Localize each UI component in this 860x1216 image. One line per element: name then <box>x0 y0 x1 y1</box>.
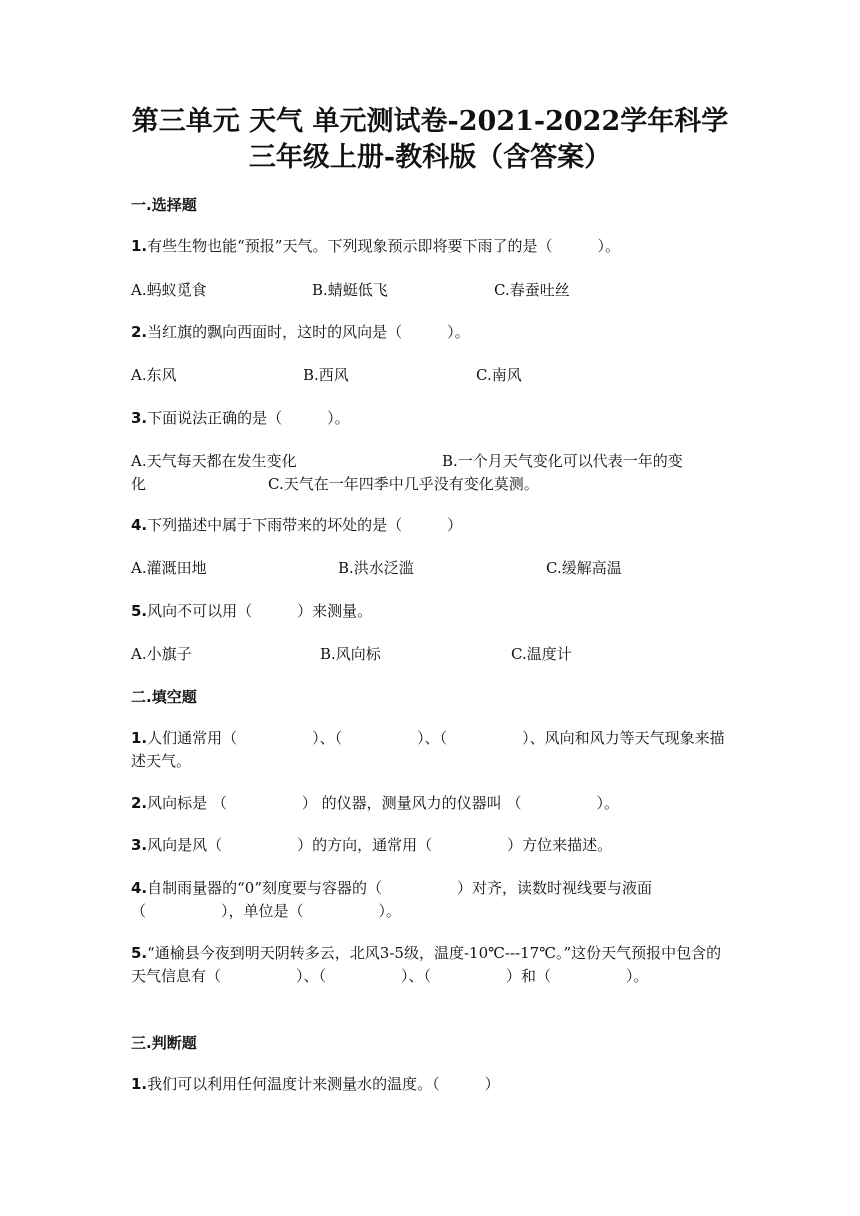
option-b: B.风向标 <box>320 645 381 663</box>
question-number: 4. <box>131 879 148 897</box>
question-number: 1. <box>131 1075 148 1093</box>
option-a: A.小旗子 <box>131 645 192 663</box>
question-number: 4. <box>131 516 148 534</box>
question-text: 风向是风（ ）的方向，通常用（ ）方位来描述。 <box>147 836 613 854</box>
question-text: 风向不可以用（ ）来测量。 <box>147 602 373 620</box>
question-text: 我们可以利用任何温度计来测量水的温度。（ ） <box>147 1075 500 1093</box>
question-text: 下列描述中属于下雨带来的坏处的是（ ） <box>147 516 463 534</box>
question-fill-3 <box>131 834 731 857</box>
question-number: 1. <box>131 729 148 747</box>
question-text: 当红旗的飘向西面时，这时的风向是（ ）。 <box>147 323 470 341</box>
option-c: C.天气在一年四季中几乎没有变化莫测。 <box>268 475 539 493</box>
question-judge-1 <box>131 1073 731 1096</box>
question-fill-4 <box>131 877 731 923</box>
question-text: 有些生物也能“预报”天气。下列现象预示即将要下雨了的是（ ）。 <box>147 237 620 255</box>
question-number: 5. <box>131 944 148 962</box>
option-b: B.洪水泛滥 <box>338 559 414 577</box>
question-number: 1. <box>131 237 148 255</box>
question-choice-3 <box>131 407 731 430</box>
question-number: 2. <box>131 794 148 812</box>
question-text: 下面说法正确的是（ ）。 <box>147 409 350 427</box>
option-a: A.东风 <box>131 366 177 384</box>
option-c: C.温度计 <box>511 645 572 663</box>
option-b: B.一个月天气变化可以代表一年的变 <box>442 452 683 470</box>
section-heading-choice: 一.选择题 <box>131 196 197 214</box>
question-text: 风向标是 （ ） 的仪器，测量风力的仪器叫 （ ）。 <box>147 794 619 812</box>
question-choice-5 <box>131 600 731 623</box>
question-number: 3. <box>131 409 148 427</box>
option-c: C.春蚕吐丝 <box>494 281 570 299</box>
question-number: 3. <box>131 836 148 854</box>
option-b: B.西风 <box>303 366 349 384</box>
option-c: C.缓解高温 <box>546 559 622 577</box>
question-number: 5. <box>131 602 148 620</box>
question-number: 2. <box>131 323 148 341</box>
question-text: 自制雨量器的“0”刻度要与容器的（ ）对齐，读数时视线要与液面（ ），单位是（ ）。 <box>131 879 653 920</box>
option-b-continued: 化 <box>131 475 147 493</box>
question-text: “通榆县今夜到明天阴转多云，北风3-5级，温度-10℃---17℃。”这份天气预报中包含的天气信息有（ ）、（ ）、（ ）和（ ）。 <box>131 944 722 985</box>
option-a: A.蚂蚁觅食 <box>131 281 207 299</box>
section-heading-judge: 三.判断题 <box>131 1034 197 1052</box>
question-text: 人们通常用（ ）、（ ）、（ ）、风向和风力等天气现象来描述天气。 <box>131 729 725 770</box>
question-fill-1 <box>131 727 731 773</box>
section-heading-fill: 二.填空题 <box>131 688 197 706</box>
option-b: B.蜻蜓低飞 <box>312 281 388 299</box>
question-choice-2 <box>131 321 731 344</box>
option-a: A.天气每天都在发生变化 <box>131 452 297 470</box>
question-choice-1 <box>131 235 731 258</box>
question-fill-5 <box>131 942 731 988</box>
page-title: 第三单元 天气 单元测试卷-2021-2022学年科学三年级上册-教科版（含答案） <box>131 106 729 173</box>
question-fill-2 <box>131 792 731 815</box>
question-choice-4 <box>131 514 731 537</box>
option-a: A.灌溉田地 <box>131 559 207 577</box>
option-c: C.南风 <box>476 366 522 384</box>
